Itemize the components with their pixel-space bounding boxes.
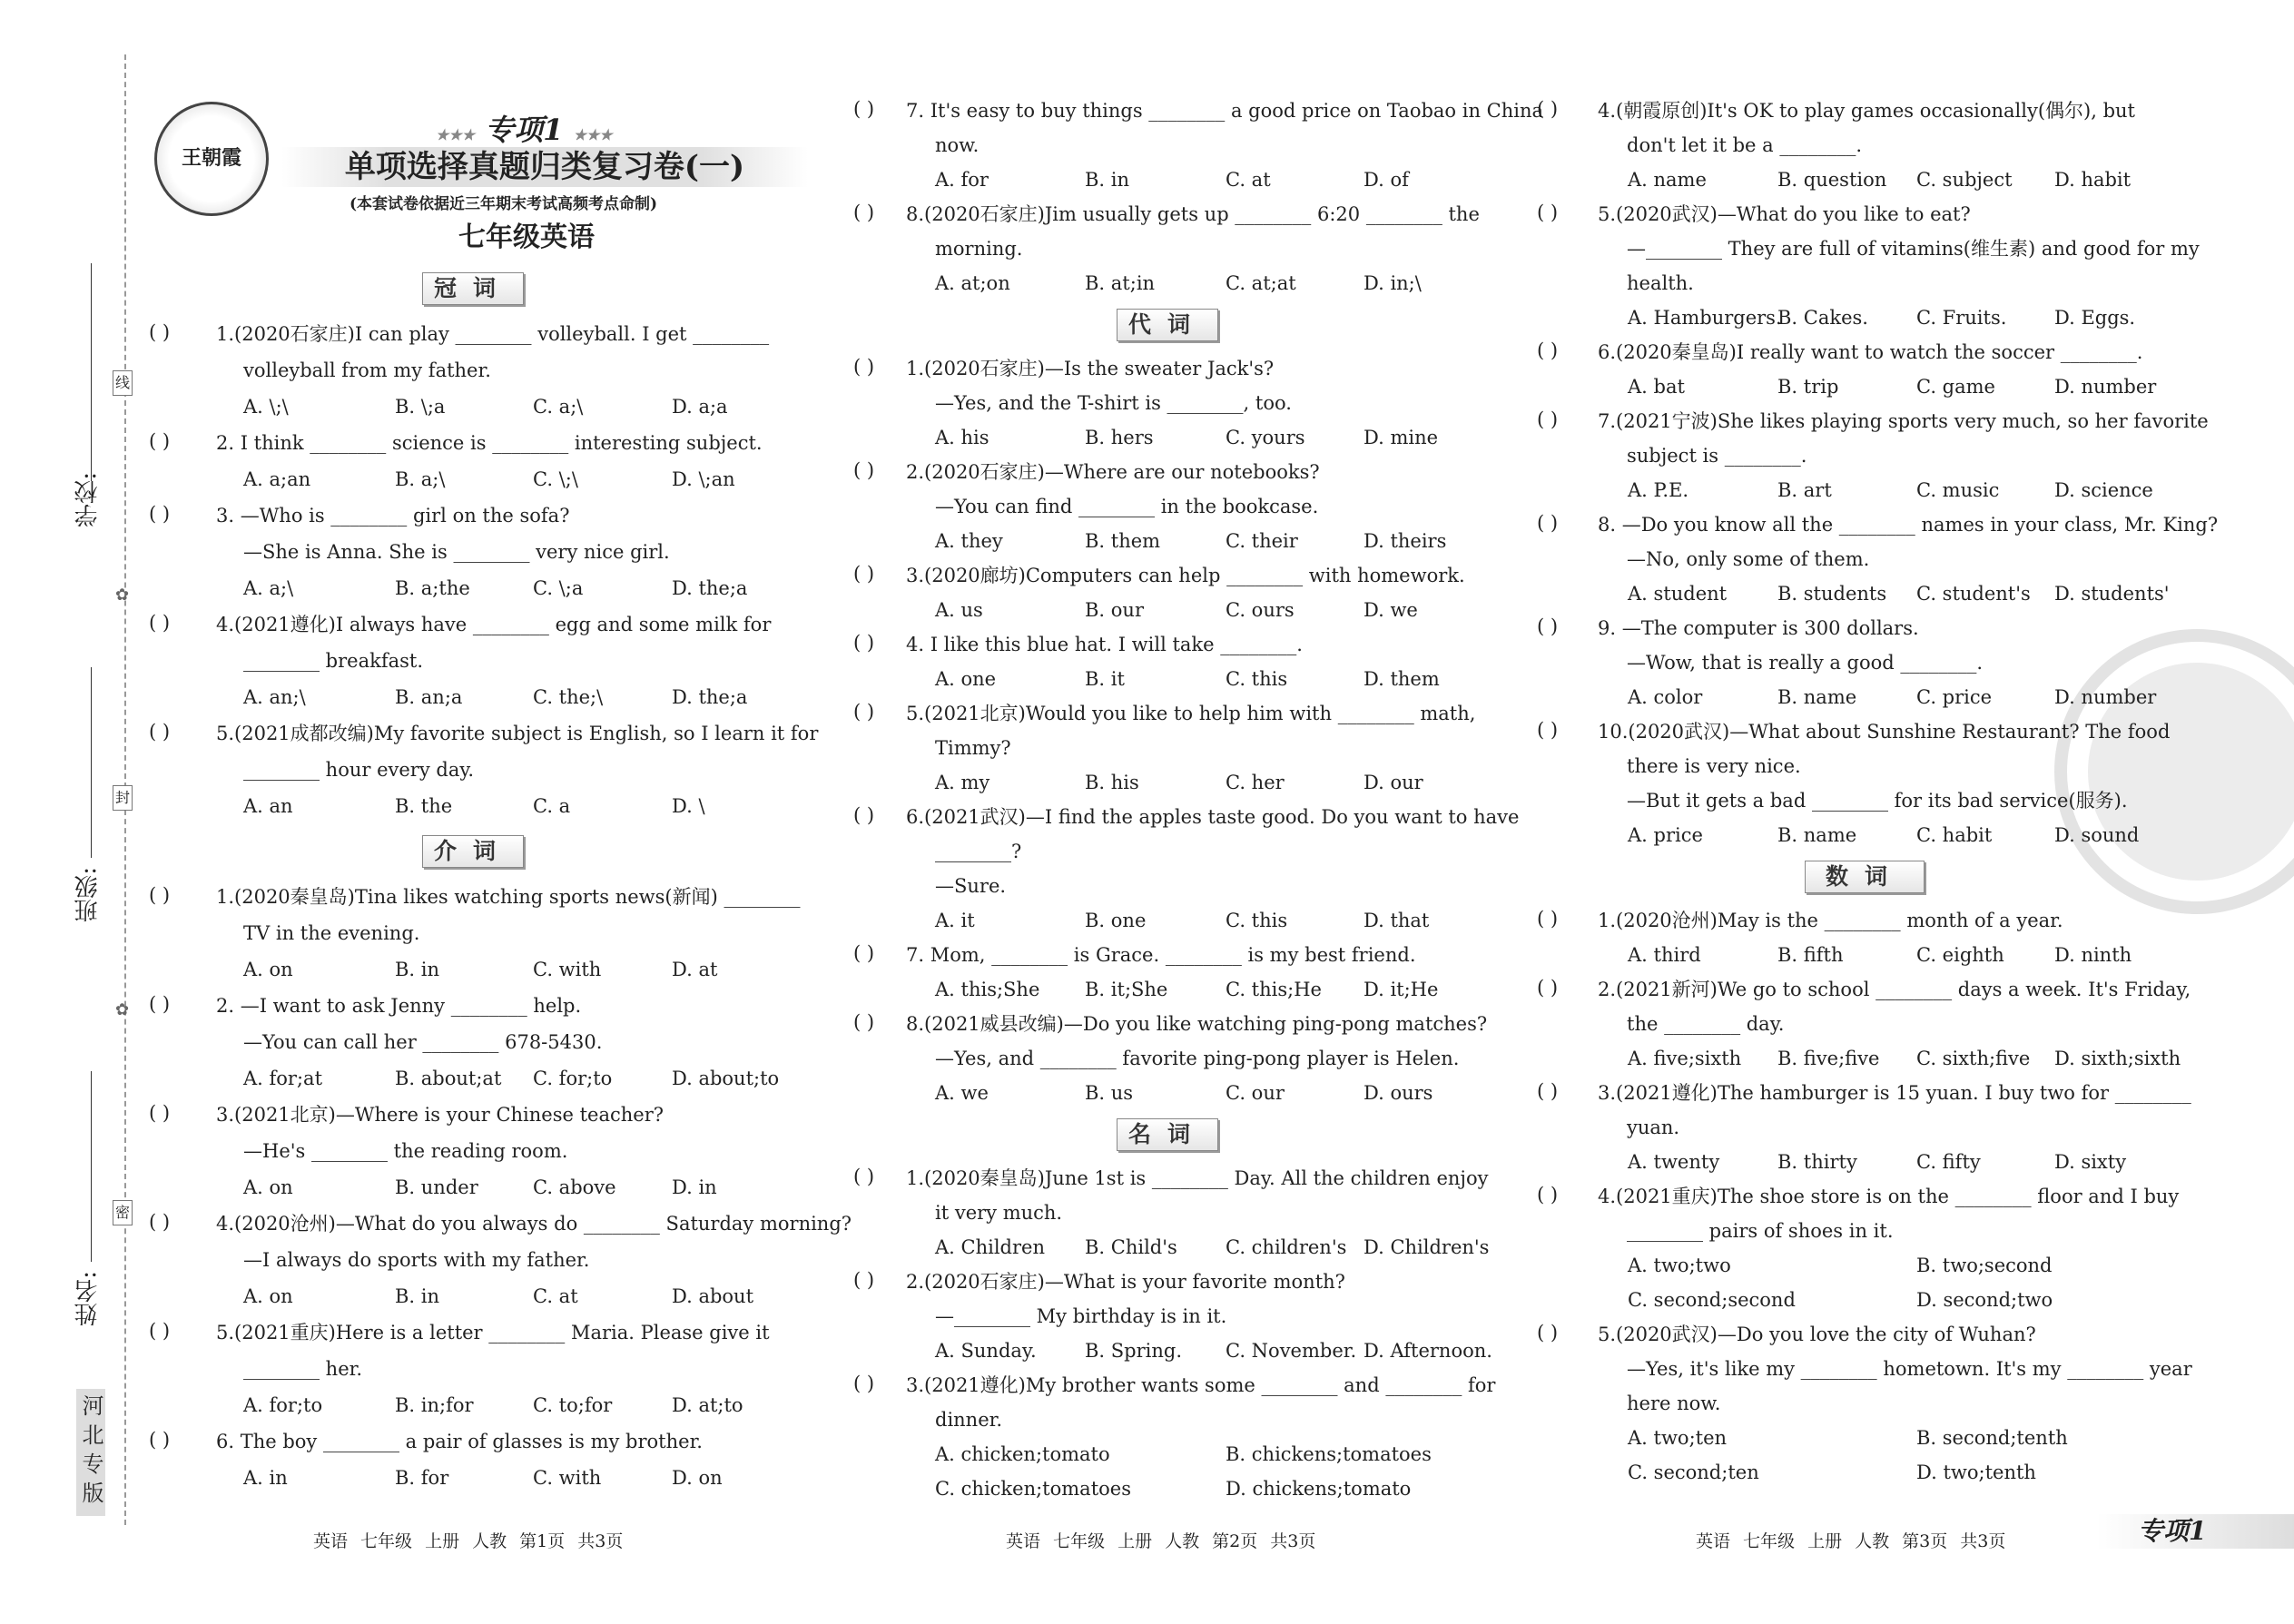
option-choice[interactable]: A. in — [243, 1467, 288, 1489]
option-choice[interactable]: B. chickens;tomatoes — [1226, 1443, 1432, 1465]
option-choice[interactable]: B. them — [1085, 530, 1161, 552]
question-continuation: now. — [935, 134, 980, 156]
option-choice[interactable]: A. Sunday. — [935, 1340, 1037, 1362]
option-choice[interactable]: A. an — [243, 795, 293, 817]
question-text: 5.(2021北京)Would you like to help him with ________ math, — [906, 703, 1476, 724]
question-continuation: ________ breakfast. — [243, 650, 424, 672]
question-text: 3. —Who is ________ girl on the sofa? — [216, 505, 570, 527]
option-choice[interactable]: D. two;tenth — [1916, 1462, 2036, 1483]
option-choice[interactable]: D. theirs — [1364, 530, 1447, 552]
question-text: 6.(2021武汉)—I find the apples taste good. Do you want to have — [906, 806, 1520, 828]
option-choice[interactable]: C. second;second — [1628, 1289, 1796, 1311]
watermark-seal-icon — [2052, 626, 2294, 926]
option-choice[interactable]: D. number — [2054, 686, 2157, 708]
option-choice[interactable]: B. a;the — [395, 577, 470, 599]
option-choice[interactable]: D. of — [1364, 169, 1409, 191]
option-choice[interactable]: C. music — [1916, 479, 2000, 501]
question-continuation: —You can find ________ in the bookcase. — [935, 496, 1319, 517]
option-choice[interactable]: C. this — [1226, 668, 1288, 690]
answer-bracket[interactable]: ( ) — [1537, 908, 1559, 930]
answer-bracket[interactable]: ( ) — [853, 1269, 875, 1291]
option-choice[interactable]: A. his — [935, 427, 989, 448]
question-text: 3.(2021遵化)My brother wants some ________ and ________ for — [906, 1374, 1496, 1396]
answer-bracket[interactable]: ( ) — [149, 612, 171, 634]
option-choice[interactable]: B. about;at — [395, 1068, 502, 1089]
option-choice[interactable]: C. at — [1226, 169, 1271, 191]
question-text: 2. I think ________ science is ________ interesting subject. — [216, 432, 763, 454]
answer-bracket[interactable]: ( ) — [853, 942, 875, 964]
question-text: 7. Mom, ________ is Grace. ________ is my best friend. — [906, 944, 1416, 966]
answer-bracket[interactable]: ( ) — [1537, 1184, 1559, 1206]
option-choice[interactable]: C. her — [1226, 772, 1285, 793]
option-choice[interactable]: D. chickens;tomato — [1226, 1478, 1412, 1500]
option-choice[interactable]: A. an;\ — [243, 686, 306, 708]
option-choice[interactable]: C. above — [533, 1176, 616, 1198]
option-choice[interactable]: A. name — [1628, 169, 1707, 191]
answer-bracket[interactable]: ( ) — [149, 884, 171, 906]
corner-label: 专项1 — [2097, 1514, 2294, 1549]
option-choice[interactable]: D. Eggs. — [2054, 307, 2136, 329]
question-continuation: —But it gets a bad ________ for its bad service(服务). — [1627, 790, 2128, 812]
question-continuation: —I always do sports with my father. — [243, 1249, 590, 1271]
option-choice[interactable]: A. bat — [1628, 376, 1685, 398]
option-choice[interactable]: C. this — [1226, 910, 1288, 931]
question-continuation: —No, only some of them. — [1627, 548, 1870, 570]
answer-bracket[interactable]: ( ) — [853, 563, 875, 585]
option-choice[interactable]: B. second;tenth — [1916, 1427, 2068, 1449]
school-underline — [91, 263, 92, 481]
option-choice[interactable]: A. five;sixth — [1628, 1048, 1742, 1069]
question-continuation: —You can call her ________ 678-5430. — [243, 1031, 603, 1053]
grade-title: 七年级英语 — [458, 221, 595, 253]
question-text: 4. I like this blue hat. I will take ________. — [906, 634, 1303, 655]
question-text: 5.(2021重庆)Here is a letter ________ Maria. Please give it — [216, 1322, 770, 1343]
option-choice[interactable]: D. ours — [1364, 1082, 1433, 1104]
section-heading: 介词 — [422, 835, 524, 868]
question-text: 5.(2020武汉)—What do you like to eat? — [1598, 203, 1971, 225]
question-continuation: —________ They are full of vitamins(维生素) and good for my — [1627, 238, 2200, 260]
answer-bracket[interactable]: ( ) — [1537, 977, 1559, 999]
question-text: 4.(2021遵化)I always have ________ egg and some milk for — [216, 614, 772, 635]
footer-page-2: 英语 七年级 上册 人教 第2页 共3页 — [1006, 1531, 1316, 1551]
option-choice[interactable]: D. second;two — [1916, 1289, 2053, 1311]
class-label: 班级: — [74, 867, 102, 922]
question-text: 2.(2021新河)We go to school ________ days a week. It's Friday, — [1598, 979, 2191, 1000]
option-choice[interactable]: B. question — [1777, 169, 1887, 191]
option-choice[interactable]: D. \;an — [672, 468, 735, 490]
answer-bracket[interactable]: ( ) — [149, 721, 171, 743]
option-choice[interactable]: D. our — [1364, 772, 1423, 793]
option-choice[interactable]: D. Afternoon. — [1364, 1340, 1492, 1362]
option-choice[interactable]: D. in;\ — [1364, 272, 1422, 294]
option-choice[interactable]: D. at — [672, 959, 718, 980]
option-choice[interactable]: D. \ — [672, 795, 705, 817]
question-continuation: TV in the evening. — [243, 922, 420, 944]
option-choice[interactable]: C. chicken;tomatoes — [935, 1478, 1131, 1500]
question-continuation: —________ My birthday is in it. — [935, 1305, 1227, 1327]
special-label: ★★★ 专项1 ★★★ — [436, 113, 613, 147]
option-choice[interactable]: B. Cakes. — [1777, 307, 1868, 329]
option-choice[interactable]: A. my — [935, 772, 990, 793]
question-text: 5.(2020武汉)—Do you love the city of Wuhan? — [1598, 1324, 2036, 1345]
option-choice[interactable]: C. \;\ — [533, 468, 578, 490]
option-choice[interactable]: A. us — [935, 599, 983, 621]
option-choice[interactable]: B. in — [1085, 169, 1130, 191]
option-choice[interactable]: B. two;second — [1916, 1255, 2053, 1276]
option-choice[interactable]: C. with — [533, 959, 602, 980]
option-choice[interactable]: D. about — [672, 1285, 754, 1307]
option-choice[interactable]: D. habit — [2054, 169, 2132, 191]
question-continuation: ________? — [935, 841, 1022, 862]
option-choice[interactable]: C. \;a — [533, 577, 584, 599]
option-choice[interactable]: B. at;in — [1085, 272, 1156, 294]
flower-icon: ✿ — [115, 586, 130, 605]
option-choice[interactable]: D. sixth;sixth — [2054, 1048, 2181, 1069]
answer-bracket[interactable]: ( ) — [149, 993, 171, 1015]
option-choice[interactable]: A. Hamburgers. — [1628, 307, 1782, 329]
question-text: 4.(2021重庆)The shoe store is on the ________ floor and I buy — [1598, 1186, 2180, 1207]
option-choice[interactable]: B. name — [1777, 686, 1857, 708]
section-heading: 数词 — [1805, 861, 1925, 893]
question-text: 3.(2021遵化)The hamburger is 15 yuan. I buy two for ________ — [1598, 1082, 2191, 1104]
option-choice[interactable]: B. in;for — [395, 1394, 474, 1416]
option-choice[interactable]: D. students' — [2054, 583, 2170, 605]
answer-bracket[interactable]: ( ) — [149, 1102, 171, 1124]
answer-bracket[interactable]: ( ) — [1537, 719, 1559, 741]
option-choice[interactable]: A. two;two — [1628, 1255, 1731, 1276]
option-choice[interactable]: A. it — [935, 910, 975, 931]
question-continuation: —Yes, and ________ favorite ping-pong player is Helen. — [935, 1048, 1460, 1069]
option-choice[interactable]: B. \;a — [395, 396, 446, 418]
option-choice[interactable]: C. habit — [1916, 824, 1993, 846]
answer-bracket[interactable]: ( ) — [853, 356, 875, 378]
option-choice[interactable]: B. trip — [1777, 376, 1839, 398]
option-choice[interactable]: D. mine — [1364, 427, 1439, 448]
answer-bracket[interactable]: ( ) — [149, 1211, 171, 1233]
option-choice[interactable]: A. price — [1628, 824, 1703, 846]
question-continuation: ________ hour every day. — [243, 759, 475, 781]
option-choice[interactable]: D. them — [1364, 668, 1440, 690]
question-continuation: —He's ________ the reading room. — [243, 1140, 568, 1162]
edition-badge: 河北专版 — [76, 1389, 105, 1516]
option-choice[interactable]: D. the;a — [672, 577, 748, 599]
option-choice[interactable]: D. sound — [2054, 824, 2140, 846]
answer-bracket[interactable]: ( ) — [1537, 340, 1559, 361]
answer-bracket[interactable]: ( ) — [853, 459, 875, 481]
question-continuation: —Yes, it's like my ________ hometown. It's my ________ year — [1627, 1358, 2192, 1380]
option-choice[interactable]: C. at;at — [1226, 272, 1296, 294]
option-choice[interactable]: B. the — [395, 795, 453, 817]
question-text: 8.(2021威县改编)—Do you like watching ping-pong matches? — [906, 1013, 1488, 1035]
option-choice[interactable]: C. our — [1226, 1082, 1285, 1104]
option-choice[interactable]: A. for;to — [243, 1394, 323, 1416]
option-choice[interactable]: A. they — [935, 530, 1003, 552]
option-choice[interactable]: B. our — [1085, 599, 1144, 621]
section-heading: 代词 — [1117, 309, 1218, 341]
option-choice[interactable]: A. a;\ — [243, 577, 294, 599]
option-choice[interactable]: A. on — [243, 959, 293, 980]
answer-bracket[interactable]: ( ) — [1537, 1080, 1559, 1102]
option-choice[interactable]: A. two;ten — [1628, 1427, 1728, 1449]
option-choice[interactable]: B. Spring. — [1085, 1340, 1183, 1362]
option-choice[interactable]: C. children's — [1226, 1236, 1347, 1258]
option-choice[interactable]: A. third — [1628, 944, 1701, 966]
title-banner — [281, 147, 808, 187]
option-choice[interactable]: B. under — [395, 1176, 478, 1198]
flower-icon: ✿ — [115, 1000, 130, 1019]
question-text: 6. The boy ________ a pair of glasses is my brother. — [216, 1431, 703, 1452]
option-choice[interactable]: B. name — [1777, 824, 1857, 846]
question-continuation: health. — [1627, 272, 1694, 294]
question-text: 1.(2020石家庄)—Is the sweater Jack's? — [906, 358, 1275, 379]
question-continuation: —She is Anna. She is ________ very nice girl. — [243, 541, 670, 563]
option-choice[interactable]: B. a;\ — [395, 468, 446, 490]
question-continuation: don't let it be a ________. — [1627, 134, 1863, 156]
option-choice[interactable]: C. their — [1226, 530, 1298, 552]
option-choice[interactable]: D. science — [2054, 479, 2153, 501]
brand-logo — [154, 102, 269, 216]
name-label: 姓名: — [74, 1271, 102, 1326]
question-text: 7.(2021宁波)She likes playing sports very much, so her favorite — [1598, 410, 2209, 432]
question-text: 10.(2020武汉)—What about Sunshine Restaurant? The food — [1598, 721, 2171, 743]
option-choice[interactable]: C. game — [1916, 376, 1995, 398]
option-choice[interactable]: B. in — [395, 959, 440, 980]
question-text: 3.(2021北京)—Where is your Chinese teacher? — [216, 1104, 664, 1126]
answer-bracket[interactable]: ( ) — [853, 98, 875, 120]
option-choice[interactable]: B. one — [1085, 910, 1147, 931]
question-text: 1.(2020沧州)May is the ________ month of a year. — [1598, 910, 2063, 931]
section-heading: 冠词 — [422, 272, 524, 305]
answer-bracket[interactable]: ( ) — [853, 701, 875, 723]
question-text: 2.(2020石家庄)—Where are our notebooks? — [906, 461, 1320, 483]
option-choice[interactable]: C. with — [533, 1467, 602, 1489]
option-choice[interactable]: A. on — [243, 1285, 293, 1307]
option-choice[interactable]: D. about;to — [672, 1068, 780, 1089]
option-choice[interactable]: C. ours — [1226, 599, 1295, 621]
option-choice[interactable]: C. for;to — [533, 1068, 613, 1089]
question-text: 5.(2021成都改编)My favorite subject is English, so I learn it for — [216, 723, 819, 744]
answer-bracket[interactable]: ( ) — [149, 1320, 171, 1342]
option-choice[interactable]: A. Children — [935, 1236, 1045, 1258]
question-continuation: here now. — [1627, 1393, 1721, 1414]
question-continuation: there is very nice. — [1627, 755, 1801, 777]
option-choice[interactable]: C. November. — [1226, 1340, 1357, 1362]
option-choice[interactable]: D. number — [2054, 376, 2157, 398]
option-choice[interactable]: A. a;an — [243, 468, 311, 490]
question-text: 3.(2020廊坊)Computers can help ________ with homework. — [906, 565, 1465, 586]
option-choice[interactable]: A. this;She — [935, 979, 1040, 1000]
option-choice[interactable]: A. student — [1628, 583, 1728, 605]
question-text: 7. It's easy to buy things ________ a good price on Taobao in China — [906, 100, 1544, 122]
option-choice[interactable]: D. in — [672, 1176, 717, 1198]
question-text: 2. —I want to ask Jenny ________ help. — [216, 995, 582, 1017]
option-choice[interactable]: B. us — [1085, 1082, 1134, 1104]
question-continuation: ________ pairs of shoes in it. — [1627, 1220, 1894, 1242]
option-choice[interactable]: C. fifty — [1916, 1151, 1981, 1173]
option-choice[interactable]: A. color — [1628, 686, 1703, 708]
footer-page-1: 英语 七年级 上册 人教 第1页 共3页 — [313, 1531, 624, 1551]
answer-bracket[interactable]: ( ) — [149, 430, 171, 452]
option-choice[interactable]: C. a — [533, 795, 571, 817]
option-choice[interactable]: B. his — [1085, 772, 1139, 793]
option-choice[interactable]: A. for;at — [243, 1068, 323, 1089]
option-choice[interactable]: D. we — [1364, 599, 1418, 621]
question-text: 8.(2020石家庄)Jim usually gets up ________ 6:20 ________ the — [906, 203, 1480, 225]
question-text: 9. —The computer is 300 dollars. — [1598, 617, 1919, 639]
option-choice[interactable]: D. it;He — [1364, 979, 1439, 1000]
option-choice[interactable]: C. at — [533, 1285, 578, 1307]
option-choice[interactable]: D. Children's — [1364, 1236, 1490, 1258]
school-label: 学校: — [74, 472, 102, 527]
answer-bracket[interactable]: ( ) — [853, 1011, 875, 1033]
option-choice[interactable]: D. ninth — [2054, 944, 2132, 966]
answer-bracket[interactable]: ( ) — [1537, 512, 1559, 534]
question-continuation: —Yes, and the T-shirt is ________, too. — [935, 392, 1292, 414]
question-text: 6.(2020秦皇岛)I really want to watch the soccer ________. — [1598, 341, 2143, 363]
option-choice[interactable]: C. subject — [1916, 169, 2013, 191]
option-choice[interactable]: D. on — [672, 1467, 723, 1489]
option-choice[interactable]: B. for — [395, 1467, 449, 1489]
question-text: 1.(2020秦皇岛)Tina likes watching sports news(新闻) ________ — [216, 886, 801, 908]
option-choice[interactable]: B. five;five — [1777, 1048, 1880, 1069]
answer-bracket[interactable]: ( ) — [149, 1429, 171, 1451]
option-choice[interactable]: A. for — [935, 169, 989, 191]
question-text: 4.(2020沧州)—What do you always do ________ Saturday morning? — [216, 1213, 852, 1235]
question-continuation: yuan. — [1627, 1117, 1680, 1138]
answer-bracket[interactable]: ( ) — [1537, 615, 1559, 637]
footer-page-3: 英语 七年级 上册 人教 第3页 共3页 — [1696, 1531, 2006, 1551]
answer-bracket[interactable]: ( ) — [1537, 408, 1559, 430]
option-choice[interactable]: D. a;a — [672, 396, 728, 418]
question-text: 2.(2020石家庄)—What is your favorite month? — [906, 1271, 1345, 1293]
question-text: 8. —Do you know all the ________ names in your class, Mr. King? — [1598, 514, 2219, 536]
option-choice[interactable]: C. the;\ — [533, 686, 604, 708]
option-choice[interactable]: B. thirty — [1777, 1151, 1857, 1173]
answer-bracket[interactable]: ( ) — [853, 202, 875, 223]
question-continuation: ________ her. — [243, 1358, 363, 1380]
option-choice[interactable]: B. it;She — [1085, 979, 1168, 1000]
name-underline — [91, 1071, 92, 1262]
option-choice[interactable]: C. second;ten — [1628, 1462, 1759, 1483]
brand-name: 王朝霞 — [181, 146, 241, 170]
answer-bracket[interactable]: ( ) — [1537, 1322, 1559, 1343]
option-choice[interactable]: D. at;to — [672, 1394, 743, 1416]
question-continuation: the ________ day. — [1627, 1013, 1785, 1035]
option-choice[interactable]: C. eighth — [1916, 944, 2004, 966]
option-choice[interactable]: A. P.E. — [1628, 479, 1689, 501]
answer-bracket[interactable]: ( ) — [853, 1166, 875, 1187]
page-title: 单项选择真题归类复习卷(一) — [344, 149, 745, 185]
answer-bracket[interactable]: ( ) — [1537, 202, 1559, 223]
option-choice[interactable]: C. price — [1916, 686, 1993, 708]
option-choice[interactable]: B. it — [1085, 668, 1125, 690]
option-choice[interactable]: B. in — [395, 1285, 440, 1307]
option-choice[interactable]: B. an;a — [395, 686, 463, 708]
question-continuation: Timmy? — [935, 737, 1011, 759]
subtitle: (本套试卷依据近三年期末考试高频考点命制) — [350, 195, 658, 213]
option-choice[interactable]: A. on — [243, 1176, 293, 1198]
option-choice[interactable]: A. twenty — [1628, 1151, 1720, 1173]
answer-bracket[interactable]: ( ) — [853, 632, 875, 654]
question-continuation: volleyball from my father. — [243, 359, 491, 381]
option-choice[interactable]: C. this;He — [1226, 979, 1322, 1000]
option-choice[interactable]: A. at;on — [935, 272, 1010, 294]
option-choice[interactable]: C. student's — [1916, 583, 2031, 605]
option-choice[interactable]: A. we — [935, 1082, 989, 1104]
question-continuation: —Sure. — [935, 875, 1007, 897]
question-continuation: morning. — [935, 238, 1023, 260]
option-choice[interactable]: B. students — [1777, 583, 1887, 605]
section-heading: 名词 — [1117, 1118, 1218, 1151]
answer-bracket[interactable]: ( ) — [149, 321, 171, 343]
question-continuation: —Wow, that is really a good ________. — [1627, 652, 1984, 674]
option-choice[interactable]: C. sixth;five — [1916, 1048, 2031, 1069]
option-choice[interactable]: D. that — [1364, 910, 1430, 931]
question-text: 4.(朝霞原创)It's OK to play games occasionally(偶尔), but — [1598, 100, 2135, 122]
question-continuation: subject is ________. — [1627, 445, 1807, 467]
binding-mark-seal: 封 — [113, 785, 133, 811]
option-choice[interactable]: C. yours — [1226, 427, 1305, 448]
option-choice[interactable]: C. to;for — [533, 1394, 613, 1416]
option-choice[interactable]: D. sixty — [2054, 1151, 2127, 1173]
answer-bracket[interactable]: ( ) — [149, 503, 171, 525]
answer-bracket[interactable]: ( ) — [1537, 98, 1559, 120]
option-choice[interactable]: B. art — [1777, 479, 1832, 501]
binding-mark-secret: 密 — [113, 1200, 133, 1225]
option-choice[interactable]: D. the;a — [672, 686, 748, 708]
answer-bracket[interactable]: ( ) — [853, 1373, 875, 1394]
option-choice[interactable]: B. hers — [1085, 427, 1154, 448]
question-continuation: dinner. — [935, 1409, 1003, 1431]
class-underline — [91, 667, 92, 858]
question-continuation: it very much. — [935, 1202, 1063, 1224]
binding-mark-line: 线 — [113, 370, 133, 396]
option-choice[interactable]: C. Fruits. — [1916, 307, 2007, 329]
option-choice[interactable]: A. \;\ — [243, 396, 289, 418]
answer-bracket[interactable]: ( ) — [853, 804, 875, 826]
option-choice[interactable]: B. Child's — [1085, 1236, 1177, 1258]
question-text: 1.(2020秦皇岛)June 1st is ________ Day. All the children enjoy — [906, 1167, 1489, 1189]
option-choice[interactable]: B. fifth — [1777, 944, 1844, 966]
option-choice[interactable]: C. a;\ — [533, 396, 584, 418]
option-choice[interactable]: A. one — [935, 668, 997, 690]
option-choice[interactable]: A. chicken;tomato — [935, 1443, 1110, 1465]
question-text: 1.(2020石家庄)I can play ________ volleyball. I get ________ — [216, 323, 770, 345]
